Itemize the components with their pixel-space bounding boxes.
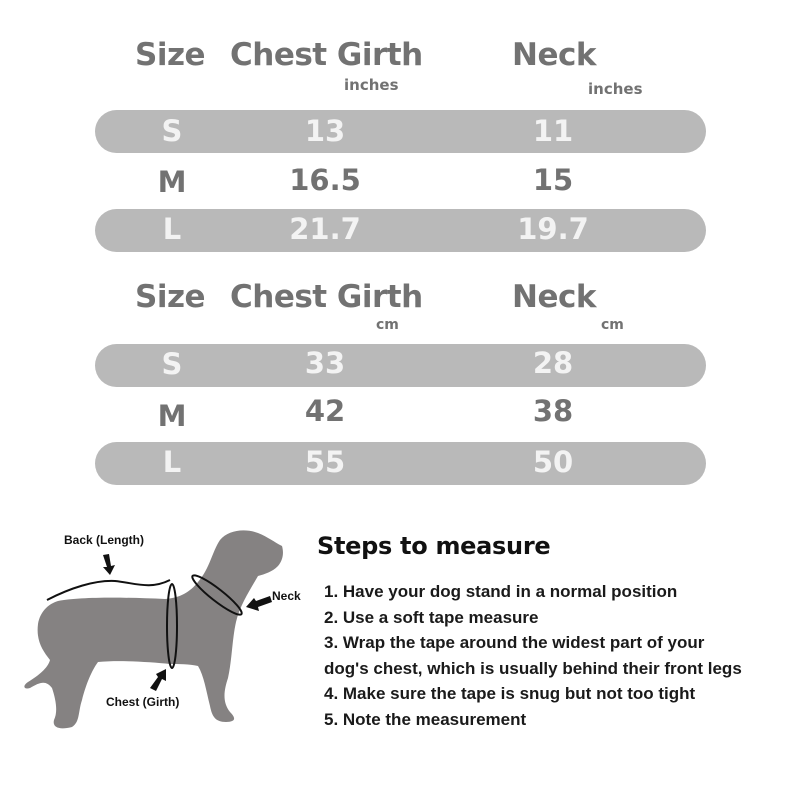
arrow-icon [150,669,166,691]
table-cell-neck: 15 [532,163,574,197]
table-cell-neck: 50 [532,445,574,479]
table-row-highlight [95,209,706,252]
header-size: Size [135,279,206,315]
instruction-step: dog's chest, which is usually behind their front legs [324,658,742,678]
table-row-highlight [95,442,706,485]
table-cell-chest: 33 [304,346,346,380]
table-cell-chest: 21.7 [289,212,361,246]
neck-label: Neck [272,589,301,603]
chest-unit-label: inches [344,76,399,94]
header-chest-girth: Chest Girth [230,37,423,73]
chest-girth-label: Chest (Girth) [106,695,180,709]
table-cell-chest: 42 [304,394,346,428]
table-cell-neck: 28 [532,346,574,380]
table-cell-chest: 16.5 [289,163,361,197]
instruction-step: 1. Have your dog stand in a normal position [324,582,678,601]
table-cell-neck: 19.7 [517,212,589,246]
instruction-step: 2. Use a soft tape measure [324,607,539,627]
neck-unit-label: cm [601,317,624,333]
table-cell-neck: 11 [532,114,574,148]
instructions-title: Steps to measure [317,532,551,560]
table-cell-neck: 38 [532,394,574,428]
table-cell-size: S [161,114,183,148]
instruction-step: 5. Note the measurement [324,709,527,729]
instruction-step: 3. Wrap the tape around the widest part of your [324,633,705,652]
table-cell-size: M [157,165,187,199]
arrow-icon [246,596,272,611]
header-neck: Neck [512,279,596,315]
table-cell-chest: 13 [304,114,346,148]
neck-unit-label: inches [588,80,643,98]
table-cell-size: S [161,347,183,381]
header-size: Size [135,37,206,73]
table-row-highlight [95,110,706,153]
table-cell-size: L [162,445,182,479]
table-row-highlight [95,344,706,387]
dog-silhouette-icon [0,500,320,760]
table-cell-chest: 55 [304,445,346,479]
instruction-step: 4. Make sure the tape is snug but not too tight [324,684,696,703]
instructions-list [324,579,742,732]
table-cell-size: L [162,212,182,246]
chest-unit-label: cm [376,317,399,333]
arrow-icon [103,554,115,575]
header-chest-girth: Chest Girth [230,279,423,315]
back-length-label: Back (Length) [64,533,145,547]
table-cell-size: M [157,399,187,433]
header-neck: Neck [512,37,596,73]
